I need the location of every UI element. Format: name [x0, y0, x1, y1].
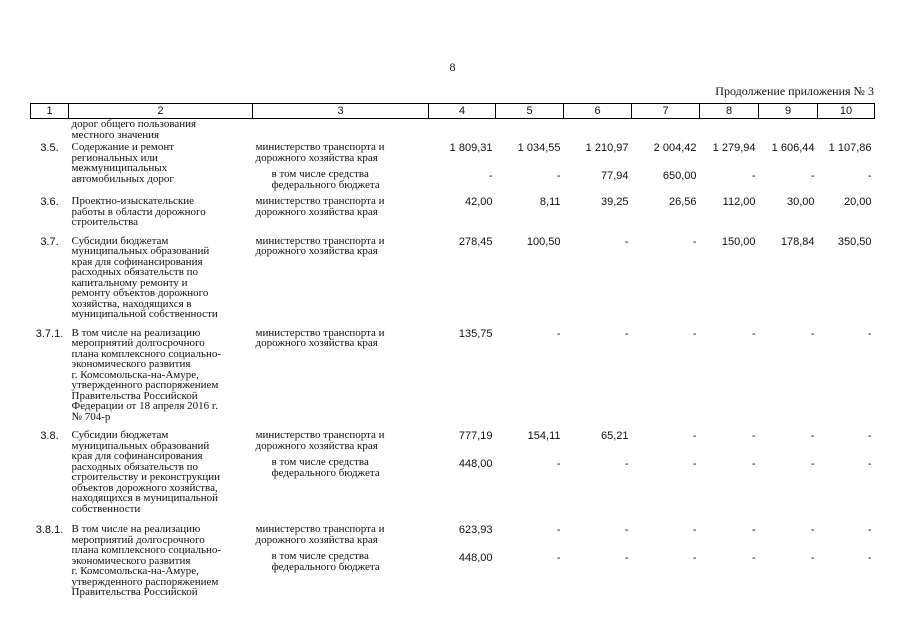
- value-cell: -: [810, 327, 815, 340]
- executor: министерство транспорта и дорожного хозяйства края: [255, 326, 385, 349]
- value-cell: -: [692, 235, 697, 248]
- executor: министерство транспорта и дорожного хозяйства края в том числе средства федерального бюджета: [255, 141, 385, 191]
- value-cell: - -: [867, 430, 872, 470]
- table-row: [31, 522, 875, 598]
- measure-name: Содержание и ремонт региональных или межмуниципальных автомобильных дорог: [71, 141, 175, 185]
- value-cell: 65,21 -: [600, 430, 629, 470]
- executor: министерство транспорта и дорожного хозяйства края: [255, 195, 385, 218]
- column-header: 9: [759, 104, 818, 119]
- column-header: 5: [496, 104, 564, 119]
- value-cell: 150,00: [721, 235, 756, 248]
- value-cell: -: [624, 327, 629, 340]
- value-cell: 2 004,42 650,00: [653, 142, 697, 182]
- value-cell: [632, 119, 700, 141]
- table-row: [31, 428, 875, 522]
- value-cell: -: [751, 327, 756, 340]
- value-cell: - -: [751, 430, 756, 470]
- value-cell: - -: [867, 524, 872, 564]
- executor: министерство транспорта и дорожного хозяйства края в том числе средства федерального бюджета: [255, 429, 385, 479]
- measure-name: Субсидии бюджетам муниципальных образований края для софинансирования расходных обязательств по капитальному ремонту и ремонту объектов дорожного хозяйства, находящихся в муниципальной собственности: [71, 234, 218, 320]
- row-number: 3.7.1.: [35, 327, 64, 340]
- value-cell: -: [556, 327, 561, 340]
- value-cell: - -: [751, 524, 756, 564]
- value-cell: 8,11: [539, 196, 561, 208]
- table-row: [31, 326, 875, 429]
- value-cell: [429, 119, 496, 141]
- value-cell: 623,93 448,00: [458, 524, 493, 564]
- page-number: 8: [449, 60, 456, 74]
- value-cell: - -: [624, 524, 629, 564]
- value-cell: -: [692, 327, 697, 340]
- value-cell: 112,00: [722, 196, 756, 208]
- row-number: [31, 119, 69, 141]
- value-cell: 178,84: [780, 235, 815, 248]
- budget-table: [30, 103, 875, 598]
- value-cell: 154,11 -: [527, 430, 561, 470]
- row-number: 3.8.: [40, 430, 59, 442]
- table-row: [31, 140, 875, 194]
- measure-name: дорог общего пользования местного значения: [71, 118, 197, 141]
- value-cell: 39,25: [600, 196, 629, 208]
- value-cell: - -: [810, 524, 815, 564]
- column-header: 4: [429, 104, 496, 119]
- executor: [253, 119, 429, 141]
- column-header: 8: [700, 104, 759, 119]
- value-cell: 278,45: [458, 235, 493, 248]
- column-header: 2: [69, 104, 253, 119]
- measure-name: Субсидии бюджетам муниципальных образований края для софинансирования расходных обязательств по строительству и реконструкции объектов дорожного хозяйства, находящихся в муниципальной собственности: [71, 429, 221, 515]
- value-cell: - -: [692, 430, 697, 470]
- row-number: 3.8.1.: [35, 524, 64, 536]
- row-number: 3.6.: [40, 196, 59, 208]
- value-cell: [759, 119, 818, 141]
- value-cell: 1 034,55 -: [517, 142, 561, 182]
- measure-name: Проектно-изыскательские работы в области дорожного строительства: [71, 195, 206, 228]
- value-cell: [700, 119, 759, 141]
- continuation-label: Продолжение приложения № 3: [715, 84, 874, 98]
- executor: министерство транспорта и дорожного хозяйства края: [255, 234, 385, 257]
- value-cell: 1 279,94 -: [712, 142, 756, 182]
- value-cell: 100,50: [526, 235, 561, 248]
- value-cell: 1 210,97 77,94: [585, 142, 629, 182]
- value-cell: 42,00: [464, 196, 493, 208]
- value-cell: 777,19 448,00: [458, 430, 493, 470]
- executor: министерство транспорта и дорожного хозяйства края в том числе средства федерального бюджета: [255, 523, 385, 573]
- column-header: 1: [31, 104, 69, 119]
- column-header: 7: [632, 104, 700, 119]
- value-cell: [564, 119, 632, 141]
- row-number: 3.5.: [40, 142, 59, 154]
- value-cell: 135,75: [458, 327, 493, 340]
- value-cell: [818, 119, 875, 141]
- value-cell: - -: [556, 524, 561, 564]
- value-cell: 30,00: [786, 196, 815, 208]
- table-row: [31, 194, 875, 234]
- value-cell: 20,00: [843, 196, 872, 208]
- value-cell: 26,56: [668, 196, 697, 208]
- value-cell: 1 809,31 -: [449, 142, 493, 182]
- value-cell: 1 107,86 -: [828, 142, 872, 182]
- table-body: [31, 119, 875, 598]
- measure-name: В том числе на реализацию мероприятий долгосрочного плана комплексного социально- экономического развития г. Комсомольска-на-Амуре, утвержденного распоряжением Правительства Российской: [71, 523, 222, 598]
- value-cell: -: [624, 235, 629, 248]
- value-cell: 1 606,44 -: [771, 142, 815, 182]
- table-header-row: [31, 104, 875, 119]
- value-cell: [496, 119, 564, 141]
- column-header: 6: [564, 104, 632, 119]
- table-row: [31, 234, 875, 326]
- row-number: 3.7.: [40, 235, 59, 248]
- column-header: 10: [818, 104, 875, 119]
- value-cell: -: [867, 327, 872, 340]
- value-cell: 350,50: [837, 235, 872, 248]
- column-header: 3: [253, 104, 429, 119]
- measure-name: В том числе на реализацию мероприятий долгосрочного плана комплексного социально- экономического развития г. Комсомольска-на-Амуре, утвержденного распоряжением Правительства Российской Федерации от 18 апреля 2016 г. № 704-р: [71, 326, 222, 423]
- table-row: [31, 119, 875, 141]
- value-cell: - -: [810, 430, 815, 470]
- value-cell: - -: [692, 524, 697, 564]
